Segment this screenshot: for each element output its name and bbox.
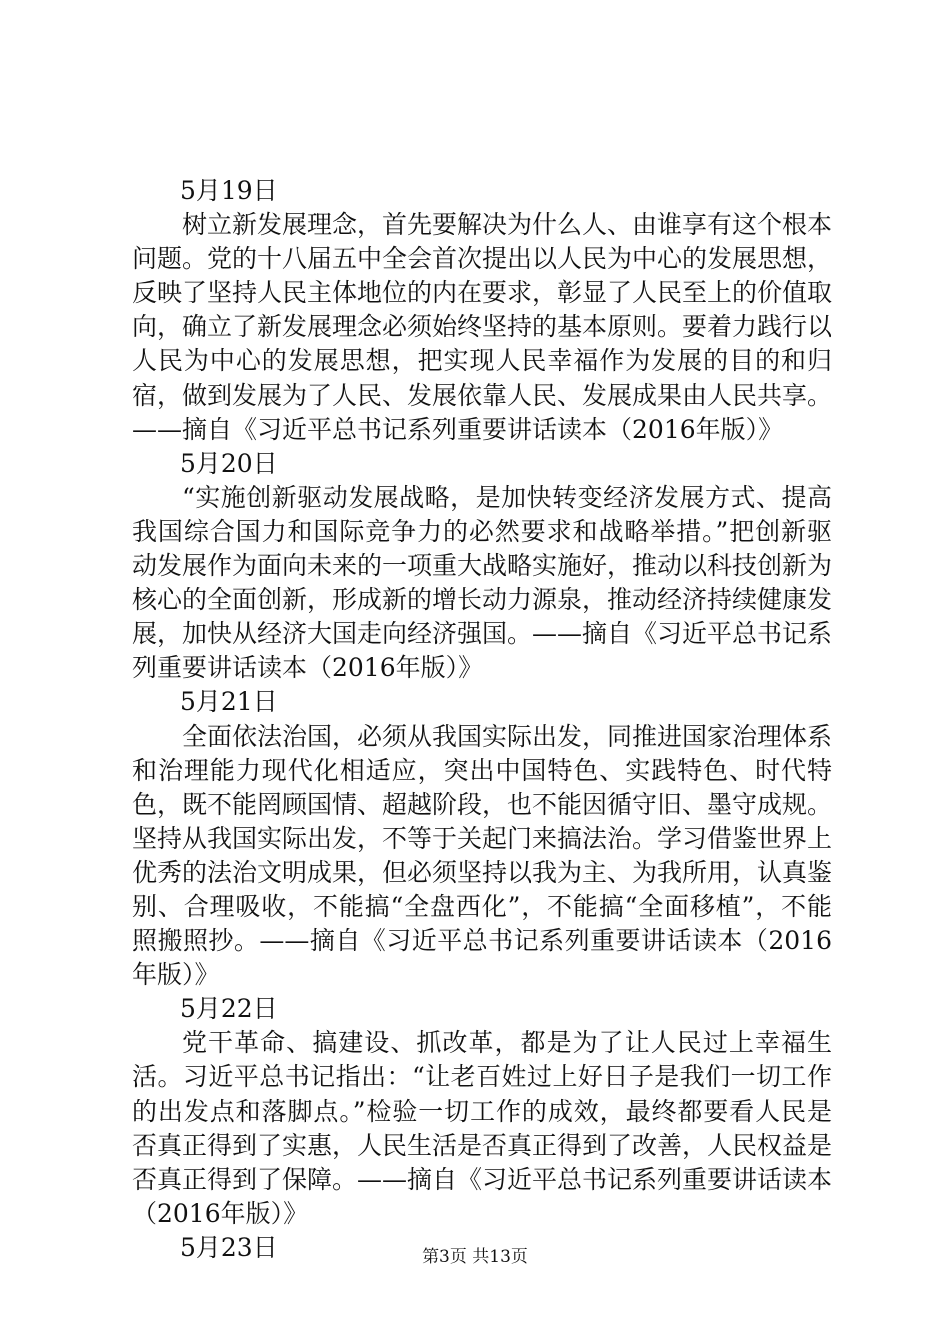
entry-paragraph: 全面依法治国，必须从我国实际出发，同推进国家治理体系和治理能力现代化相适应，突出中国特色、实践特色、时代特色，既不能罔顾国情、超越阶段，也不能因循守旧、墨守成规。坚持从我国实际出发，不等于关起门来搞法治。学习借鉴世界上优秀的法治文明成果，但必须坚持以我为主、为我所用，认真鉴别、合理吸收，不能搞“全盘西化”，不能搞“全面移植”，不能照搬照抄。——摘自《习近平总书记系列重要讲话读本（2016年版）》 — [132, 721, 833, 990]
entry-paragraph: “实施创新驱动发展战略，是加快转变经济发展方式、提高我国综合国力和国际竞争力的必然要求和战略举措。”把创新驱动发展作为面向未来的一项重大战略实施好，推动以科技创新为核心的全面创新，形成新的增长动力源泉，推动经济持续健康发展，加快从经济大国走向经济强国。——摘自《习近平总书记系列重要讲话读本（2016年版）》 — [132, 482, 833, 683]
entry-date: 5月19日 — [180, 176, 278, 205]
entry-date: 5月20日 — [180, 448, 278, 478]
entry-date: 5月22日 — [180, 994, 278, 1024]
entry-date: 5月21日 — [180, 687, 278, 717]
document-body — [132, 174, 832, 1265]
entry-paragraph: 树立新发展理念，首先要解决为什么人、由谁享有这个根本问题。党的十八届五中全会首次提出以人民为中心的发展思想，反映了坚持人民主体地位的内在要求，彰显了人民至上的价值取向，确立了新发展理念必须始终坚持的基本原则。要着力践行以人民为中心的发展思想，把实现人民幸福作为发展的目的和归宿，做到发展为了人民、发展依靠人民、发展成果由人民共享。——摘自《习近平总书记系列重要讲话读本（2016年版）》 — [132, 210, 833, 444]
entry-paragraph: 党干革命、搞建设、抓改革，都是为了让人民过上幸福生活。习近平总书记指出：“让老百姓过上好日子是我们一切工作的出发点和落脚点。”检验一切工作的成效，最终都要看人民是否真正得到了实惠，人民生活是否真正得到了改善，人民权益是否真正得到了保障。——摘自《习近平总书记系列重要讲话读本（2016年版）》 — [132, 1028, 833, 1228]
page-number-footer: 第3页 共13页 — [422, 1247, 528, 1267]
entry-date: 5月23日 — [180, 1232, 278, 1262]
